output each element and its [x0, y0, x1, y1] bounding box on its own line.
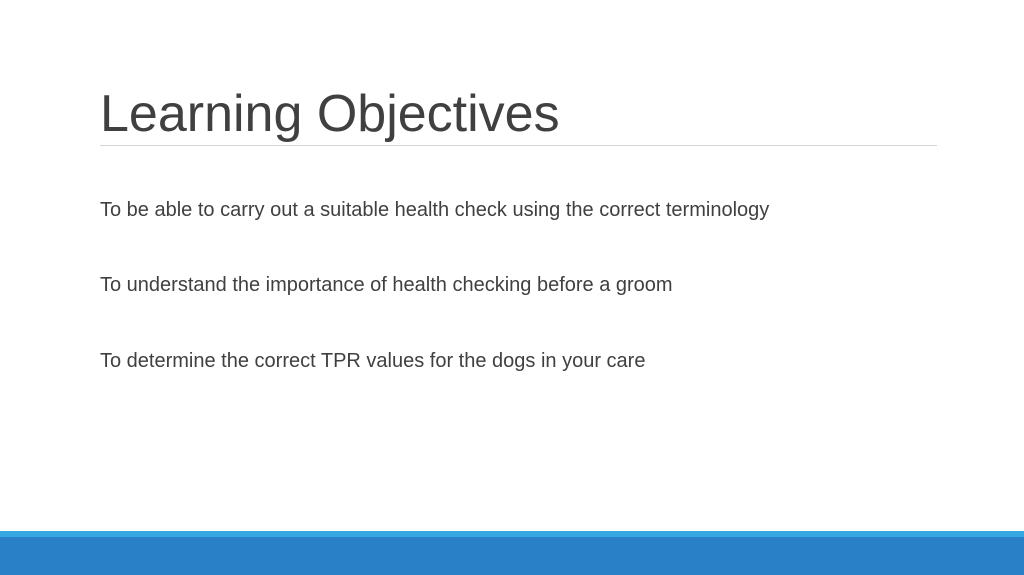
objective-item: To understand the importance of health checking before a groom: [100, 274, 673, 296]
slide-title: Learning Objectives: [100, 85, 560, 143]
title-divider: [100, 145, 937, 146]
objective-item: To determine the correct TPR values for the dogs in your care: [100, 350, 646, 372]
objective-item: To be able to carry out a suitable health check using the correct terminology: [100, 199, 770, 221]
footer-bar: [0, 537, 1024, 575]
